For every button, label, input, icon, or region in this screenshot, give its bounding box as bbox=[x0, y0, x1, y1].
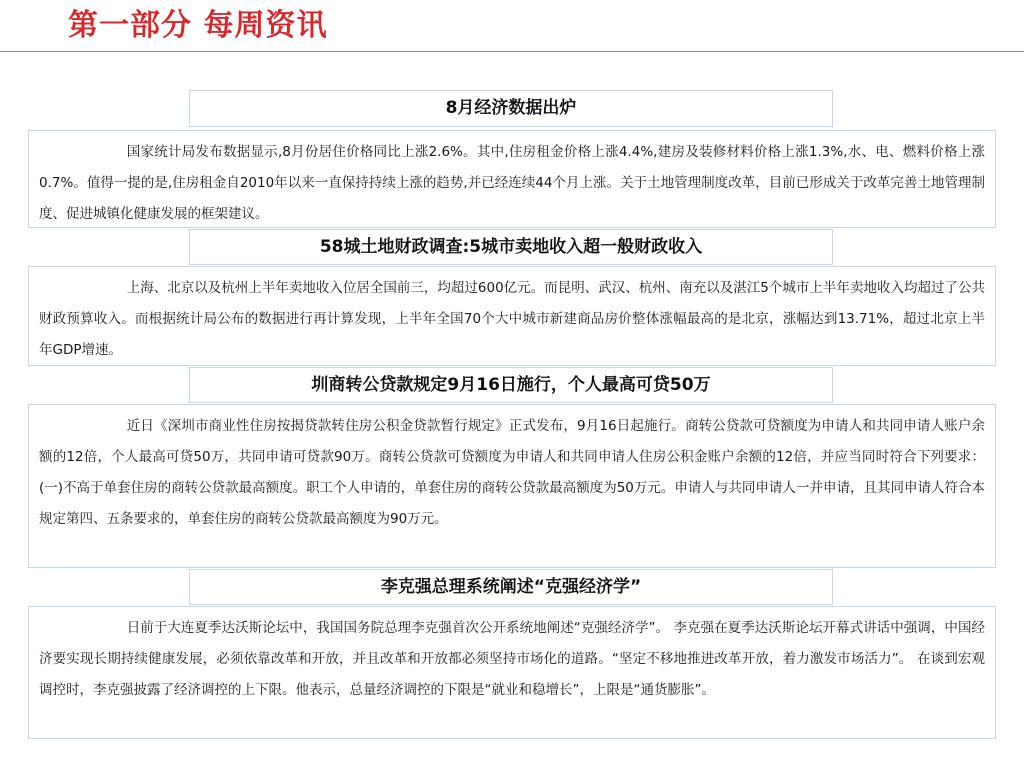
news-heading-1: 8月经济数据出炉 bbox=[189, 90, 833, 127]
title-divider bbox=[0, 51, 1024, 52]
page-title: 第一部分 每周资讯 bbox=[68, 8, 328, 43]
news-body-text-3: 近日《深圳市商业性住房按揭贷款转住房公积金贷款暂行规定》正式发布，9月16日起施行。商转公贷款可贷额度为申请人和共同申请人账户余额的12倍，个人最高可贷50万，共同申请可贷款90万。商转公贷款可贷额度为申请人和共同申请人住房公积金账户余额的12倍，并应当同时符合下列要求：(一)不高于单套住房的商转公贷款最高额度。职工个人申请的，单套住房的商转公贷款最高额度为50万元。申请人与共同申请人一并申请，且其同申请人符合本规定第四、五条要求的，单套住房的商转公贷款最高额度为90万元。 bbox=[39, 418, 985, 527]
news-heading-4: 李克强总理系统阐述“克强经济学” bbox=[189, 569, 833, 605]
news-body-text-4: 日前于大连夏季达沃斯论坛中，我国国务院总理李克强首次公开系统地阐述“克强经济学”。 李克强在夏季达沃斯论坛开幕式讲话中强调，中国经济要实现长期持续健康发展，必须依靠改革和开放，并且改革和开放都必须坚持市场化的道路。“坚定不移地推进改革开放，着力激发市场活力”。 在谈到宏观调控时，李克强披露了经济调控的上下限。他表示，总量经济调控的下限是“就业和稳增长”，上限是“通货膨胀”。 bbox=[39, 620, 985, 698]
news-body-text-2: 上海、北京以及杭州上半年卖地收入位居全国前三，均超过600亿元。而昆明、武汉、杭州、南充以及湛江5个城市上半年卖地收入均超过了公共财政预算收入。而根据统计局公布的数据进行再计算发现，上半年全国70个大中城市新建商品房价整体涨幅最高的是北京，涨幅达到13.71%，超过北京上半年GDP增速。 bbox=[39, 280, 985, 358]
news-body-4 bbox=[28, 606, 996, 739]
news-heading-2: 58城土地财政调查:5城市卖地收入超一般财政收入 bbox=[189, 229, 833, 265]
news-body-3 bbox=[28, 404, 996, 568]
news-body-text-1: 国家统计局发布数据显示,8月份居住价格同比上涨2.6%。其中,住房租金价格上涨4.4%,建房及装修材料价格上涨1.3%,水、电、燃料价格上涨0.7%。值得一提的是,住房租金自2010年以来一直保持持续上涨的趋势,并已经连续44个月上涨。关于土地管理制度改革，目前已形成关于改革完善土地管理制度、促进城镇化健康发展的框架建议。 bbox=[39, 144, 985, 222]
news-body-2 bbox=[28, 266, 996, 366]
news-heading-3: 圳商转公贷款规定9月16日施行，个人最高可贷50万 bbox=[189, 367, 833, 403]
news-body-1 bbox=[28, 130, 996, 228]
